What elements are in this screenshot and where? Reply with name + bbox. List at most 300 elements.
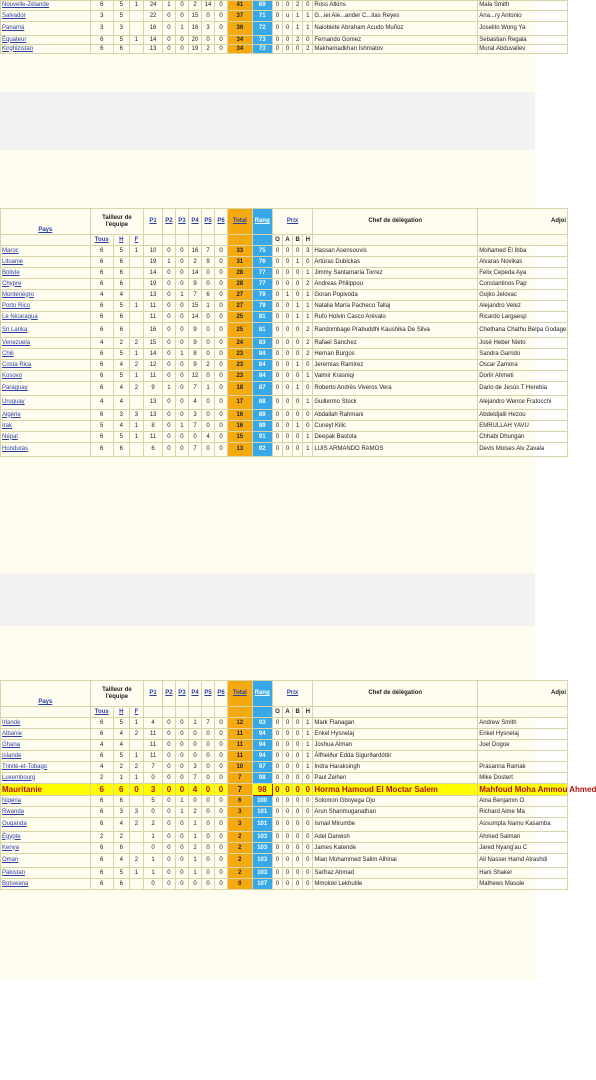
country-link[interactable]: Islande: [1, 751, 91, 762]
table-row: [1, 246, 568, 257]
table-cell: 0: [175, 279, 188, 290]
table-cell: 0: [175, 360, 188, 371]
table-cell: 0: [215, 360, 228, 371]
table-cell: 0: [215, 371, 228, 382]
prize-cell: 0: [303, 784, 313, 796]
table-row: [1, 879, 568, 890]
country-link[interactable]: Rwanda: [1, 807, 91, 818]
country-link[interactable]: Pakistan: [1, 868, 91, 879]
table-cell: [129, 268, 143, 279]
table-cell: 4: [113, 818, 129, 832]
table-cell: 0: [188, 729, 201, 740]
table-cell: 0: [162, 338, 175, 349]
table-cell: 0: [202, 796, 215, 807]
prize-cell: 0: [283, 36, 293, 45]
table-row: [1, 360, 568, 371]
prize-cell: 0: [272, 784, 282, 796]
table-cell: 0: [202, 396, 215, 410]
table-cell: 5: [113, 1, 129, 11]
table-cell: 0: [162, 432, 175, 443]
table-cell: 6: [90, 323, 113, 338]
header-p6: P6: [215, 681, 228, 707]
adjoint-cell: Richard Aime Ma: [478, 807, 568, 818]
table-cell: 1: [175, 796, 188, 807]
rank-cell: 101: [252, 807, 272, 818]
prize-cell: 1: [303, 762, 313, 773]
country-link[interactable]: Lituanie: [1, 257, 91, 268]
adjoint-cell: Alvaras Novikas: [478, 257, 568, 268]
prize-cell: 0: [282, 360, 292, 371]
table-cell: 7: [202, 246, 215, 257]
country-link[interactable]: Égypte: [1, 832, 91, 843]
table-cell: [129, 290, 143, 301]
country-link[interactable]: Nouvelle-Zélande: [1, 1, 91, 11]
table-cell: 0: [175, 843, 188, 854]
table-cell: [129, 740, 143, 751]
table-header-row: [1, 209, 568, 235]
table-row: [1, 729, 568, 740]
table-cell: 5: [113, 301, 129, 312]
table-cell: 0: [215, 740, 228, 751]
rank-cell: 84: [252, 349, 272, 360]
table-cell: 11: [144, 432, 163, 443]
prize-cell: 0: [293, 807, 303, 818]
country-link[interactable]: Chypre: [1, 279, 91, 290]
prize-cell: 1: [303, 312, 313, 323]
table-cell: [129, 796, 143, 807]
rank-cell: 73: [252, 45, 272, 54]
header-prix-a: A: [282, 707, 292, 718]
table-row-highlighted: [1, 784, 568, 796]
table-cell: 0: [202, 807, 215, 818]
table-cell: 7: [188, 382, 201, 396]
header-tous: Tous: [90, 707, 113, 718]
chef-cell: Indra Haraksingh: [313, 762, 478, 773]
prize-cell: 1: [303, 740, 313, 751]
table-cell: 3: [113, 410, 129, 421]
table-cell: 14: [144, 268, 163, 279]
total-cell: 16: [228, 410, 253, 421]
table-cell: 0: [175, 740, 188, 751]
chef-cell: Rafael Sanchez: [313, 338, 478, 349]
table-row: [1, 832, 568, 843]
table-cell: 12: [188, 371, 201, 382]
table-cell: 6: [90, 45, 113, 54]
table-cell: 0: [162, 349, 175, 360]
table-cell: [129, 11, 143, 22]
prize-cell: 0: [293, 45, 303, 54]
prize-cell: 0: [282, 279, 292, 290]
table-cell: [129, 323, 143, 338]
table-cell: 15: [188, 301, 201, 312]
chef-cell: Álfheiður Edda Sigurðardóttir: [313, 751, 478, 762]
table-cell: 6: [90, 36, 113, 45]
adjoint-cell: EMRULLAH YAVU: [478, 421, 568, 432]
table-cell: 0: [188, 740, 201, 751]
total-cell: 31: [228, 257, 253, 268]
table-row: [1, 843, 568, 854]
header-tailleur: Tailleur de l'équipe: [90, 681, 144, 707]
total-cell: 25: [228, 312, 253, 323]
table-cell: 6: [90, 843, 113, 854]
table-cell: 4: [113, 382, 129, 396]
country-link[interactable]: Monténégro: [1, 290, 91, 301]
table-cell: 0: [175, 879, 188, 890]
country-link[interactable]: Uruguay: [1, 396, 91, 410]
adjoint-cell: Joselito Wong Ya: [478, 22, 568, 36]
header-p3: P3: [175, 209, 188, 235]
rank-cell: 89: [252, 421, 272, 432]
table-cell: [129, 832, 143, 843]
total-cell: 16: [228, 421, 253, 432]
table-cell: 14: [144, 349, 163, 360]
total-cell: 27: [228, 290, 253, 301]
country-link[interactable]: Paraguay: [1, 382, 91, 396]
table-row: [1, 796, 568, 807]
prize-cell: 0: [293, 854, 303, 868]
table-row: [1, 818, 568, 832]
prize-cell: 0: [272, 807, 282, 818]
prize-cell: 0: [293, 279, 303, 290]
adjoint-cell: Joel Dogoe: [478, 740, 568, 751]
prize-cell: 0: [272, 443, 282, 457]
header-p6: P6: [215, 209, 228, 235]
table-cell: 6: [90, 312, 113, 323]
table-cell: 1: [129, 773, 143, 784]
country-link[interactable]: Irlande: [1, 718, 91, 729]
table-cell: 1: [175, 349, 188, 360]
table-cell: 0: [215, 762, 228, 773]
adjoint-cell: Chhabi Dhungan: [478, 432, 568, 443]
rank-cell: 103: [252, 854, 272, 868]
table-cell: 1: [129, 432, 143, 443]
table-cell: 2: [129, 382, 143, 396]
total-cell: 11: [228, 740, 253, 751]
adjoint-cell: Enkel Hysnelaj: [478, 729, 568, 740]
country-link[interactable]: Ouganda: [1, 818, 91, 832]
table-cell: 4: [90, 762, 113, 773]
prize-cell: 2: [293, 1, 303, 11]
table-cell: 0: [215, 301, 228, 312]
country-link[interactable]: Équateur: [1, 36, 91, 45]
header-pays: Pays: [1, 209, 91, 235]
total-cell: 25: [228, 323, 253, 338]
country-link[interactable]: Népal: [1, 432, 91, 443]
country-link[interactable]: Trinité-et-Tobago: [1, 762, 91, 773]
country-link[interactable]: Oman: [1, 854, 91, 868]
table-cell: 0: [215, 45, 228, 54]
prize-cell: 0: [293, 784, 303, 796]
table-cell: [129, 22, 143, 36]
header-blank: [175, 235, 188, 246]
prize-cell: 0: [272, 773, 282, 784]
results-table-1: [0, 0, 568, 54]
prize-cell: 1: [293, 382, 303, 396]
table-cell: 0: [215, 879, 228, 890]
prize-cell: 1: [303, 301, 313, 312]
table-cell: 6: [90, 443, 113, 457]
country-link[interactable]: Luxembourg: [1, 773, 91, 784]
table-cell: 6: [90, 751, 113, 762]
table-row: [1, 301, 568, 312]
table-cell: 9: [144, 382, 163, 396]
table-cell: 10: [144, 246, 163, 257]
table-cell: 0: [215, 868, 228, 879]
country-link[interactable]: Kosovo: [1, 371, 91, 382]
table-cell: 19: [144, 257, 163, 268]
table-cell: 0: [162, 843, 175, 854]
total-cell: 12: [228, 718, 253, 729]
country-link[interactable]: Porto Rico: [1, 301, 91, 312]
prize-cell: 0: [293, 729, 303, 740]
chef-cell: Mmoloki Lekhutile: [313, 879, 478, 890]
prize-cell: 0: [272, 879, 282, 890]
country-link[interactable]: Albanie: [1, 729, 91, 740]
adjoint-cell: Ali Nasser Hamd Alrashdi: [478, 854, 568, 868]
table-cell: 11: [144, 751, 163, 762]
country-link[interactable]: Panamá: [1, 22, 91, 36]
header-prix-b: B: [293, 235, 303, 246]
country-link[interactable]: Botswana: [1, 879, 91, 890]
table-cell: 0: [162, 371, 175, 382]
table-cell: 1: [129, 246, 143, 257]
country-link[interactable]: Salvador: [1, 11, 91, 22]
adjoint-cell: Devis Moises Alv Zavala: [478, 443, 568, 457]
table-cell: 0: [215, 338, 228, 349]
header-pays: Pays: [1, 681, 91, 707]
table-cell: 13: [144, 45, 163, 54]
table-cell: 0: [215, 729, 228, 740]
country-link[interactable]: Ghana: [1, 740, 91, 751]
prize-cell: 0: [283, 1, 293, 11]
table-cell: 0: [162, 879, 175, 890]
table-cell: 0: [202, 854, 215, 868]
adjoint-cell: Mohamed El Ibba: [478, 246, 568, 257]
rank-cell: 79: [252, 301, 272, 312]
chef-cell: Fernando Gomez: [313, 36, 478, 45]
table-cell: [129, 312, 143, 323]
table-cell: 6: [113, 257, 129, 268]
table-cell: 1: [129, 718, 143, 729]
table-cell: 4: [90, 338, 113, 349]
table-cell: 0: [175, 312, 188, 323]
prize-cell: 0: [282, 718, 292, 729]
table-cell: 0: [188, 432, 201, 443]
table-cell: 6: [113, 323, 129, 338]
rank-cell: 77: [252, 279, 272, 290]
prize-cell: 0: [282, 843, 292, 854]
country-link[interactable]: Irak: [1, 421, 91, 432]
table-cell: 1: [175, 807, 188, 818]
prize-cell: 0: [282, 854, 292, 868]
prize-cell: 0: [282, 818, 292, 832]
country-link[interactable]: Le Nicaragua: [1, 312, 91, 323]
table-cell: 4: [90, 290, 113, 301]
table-cell: [129, 257, 143, 268]
chef-cell: Deepak Bastola: [313, 432, 478, 443]
prize-cell: 0: [272, 421, 282, 432]
country-link[interactable]: Kenya: [1, 843, 91, 854]
total-cell: 17: [228, 396, 253, 410]
table-row: [1, 290, 568, 301]
adjoint-cell: Alejandro Wence Fratocchi: [478, 396, 568, 410]
header-blank: [228, 235, 253, 246]
prize-cell: 0: [293, 410, 303, 421]
table-cell: 0: [215, 290, 228, 301]
total-cell: 0: [228, 879, 253, 890]
prize-cell: 0: [293, 762, 303, 773]
table-cell: [129, 45, 143, 54]
table-cell: 4: [113, 396, 129, 410]
table-cell: 0: [162, 784, 175, 796]
prize-cell: 0: [282, 268, 292, 279]
table-cell: 0: [162, 22, 175, 36]
table-cell: 6: [90, 268, 113, 279]
table-row: [1, 762, 568, 773]
table-cell: 1: [188, 854, 201, 868]
total-cell: 2: [228, 854, 253, 868]
prize-cell: 0: [293, 290, 303, 301]
header-blank: [202, 235, 215, 246]
total-cell: 36: [228, 22, 253, 36]
table-cell: 1: [162, 257, 175, 268]
table-subheader-row: [1, 707, 568, 718]
table-cell: 9: [188, 323, 201, 338]
header-blank: [188, 235, 201, 246]
table-cell: 1: [188, 868, 201, 879]
table-row: [1, 807, 568, 818]
prize-cell: 0: [293, 740, 303, 751]
country-link[interactable]: Chili: [1, 349, 91, 360]
table-cell: 0: [175, 323, 188, 338]
prize-cell: 0: [272, 762, 282, 773]
prize-cell: 0: [272, 301, 282, 312]
table-cell: 0: [175, 257, 188, 268]
chef-cell: Natalia María Pacheco Tallaj: [313, 301, 478, 312]
table-row: [1, 382, 568, 396]
header-blank: [188, 707, 201, 718]
prize-cell: 0: [272, 382, 282, 396]
total-cell: 2: [228, 868, 253, 879]
prize-cell: 0: [282, 312, 292, 323]
country-link[interactable]: Costa Rica: [1, 360, 91, 371]
prize-cell: 0: [293, 843, 303, 854]
table-cell: 5: [90, 421, 113, 432]
table-cell: 1: [144, 854, 163, 868]
table-cell: 16: [188, 246, 201, 257]
country-link[interactable]: Nigéria: [1, 796, 91, 807]
chef-cell: Enkel Hysnelaj: [313, 729, 478, 740]
table-cell: 16: [189, 22, 202, 36]
adjoint-cell: Ana...ry Antonio: [478, 11, 568, 22]
table-cell: 2: [90, 832, 113, 843]
prize-cell: 0: [293, 432, 303, 443]
table-cell: 2: [188, 807, 201, 818]
table-cell: 14: [188, 312, 201, 323]
table-cell: 2: [129, 360, 143, 371]
prize-cell: 0: [303, 382, 313, 396]
country-link[interactable]: Sri Lanka: [1, 323, 91, 338]
country-link[interactable]: Maroc: [1, 246, 91, 257]
total-cell: 23: [228, 360, 253, 371]
table-cell: 6: [202, 290, 215, 301]
rank-cell: 87: [252, 382, 272, 396]
table-cell: 2: [189, 1, 202, 11]
table-row: [1, 36, 568, 45]
table-cell: 0: [175, 36, 188, 45]
adjoint-cell: Andrew Smith: [478, 718, 568, 729]
rank-cell: 76: [252, 257, 272, 268]
table-cell: 6: [113, 279, 129, 290]
table-cell: 4: [188, 784, 201, 796]
table-cell: [129, 879, 143, 890]
table-row: [1, 257, 568, 268]
prize-cell: 0: [303, 773, 313, 784]
prize-cell: 1: [303, 729, 313, 740]
table-cell: 1: [129, 36, 143, 45]
rank-cell: 81: [252, 323, 272, 338]
country-link[interactable]: Mauritanie: [1, 784, 91, 796]
table-row: [1, 410, 568, 421]
table-cell: 0: [175, 773, 188, 784]
table-cell: 0: [215, 257, 228, 268]
header-p5: P5: [202, 209, 215, 235]
table-cell: 0: [162, 796, 175, 807]
adjoint-cell: Assumpta Namu Kasamba: [478, 818, 568, 832]
total-cell: 41: [228, 1, 253, 11]
table-cell: 6: [90, 382, 113, 396]
prize-cell: 0: [272, 11, 282, 22]
prize-cell: 0: [293, 868, 303, 879]
country-link[interactable]: Honduras: [1, 443, 91, 457]
country-link[interactable]: Kirghizistan: [1, 45, 91, 54]
prize-cell: 1: [293, 360, 303, 371]
table-cell: 6: [113, 796, 129, 807]
prize-cell: 0: [272, 36, 282, 45]
table-cell: 5: [113, 36, 129, 45]
table-cell: 24: [144, 1, 163, 11]
prize-cell: 0: [282, 421, 292, 432]
table-row: [1, 371, 568, 382]
prize-cell: 0: [272, 290, 282, 301]
table-cell: 0: [175, 854, 188, 868]
header-h: H: [113, 707, 129, 718]
country-link[interactable]: Bolivie: [1, 268, 91, 279]
adjoint-cell: Mike Dostert: [478, 773, 568, 784]
table-cell: 0: [175, 268, 188, 279]
chef-cell: Ross Atkins: [313, 1, 478, 11]
header-prix-h: H: [303, 235, 313, 246]
table-cell: 6: [90, 854, 113, 868]
total-cell: 34: [228, 36, 253, 45]
prize-cell: 0: [282, 773, 292, 784]
table-cell: 2: [113, 832, 129, 843]
table-row: [1, 868, 568, 879]
table-cell: 6: [90, 784, 113, 796]
prize-cell: 0: [272, 257, 282, 268]
results-page-3: [0, 626, 596, 980]
table-cell: 0: [202, 349, 215, 360]
prize-cell: 0: [282, 729, 292, 740]
prize-cell: 0: [282, 740, 292, 751]
rank-cell: 98: [252, 784, 272, 796]
header-blank: [1, 235, 91, 246]
country-link[interactable]: Algérie: [1, 410, 91, 421]
table-cell: 11: [144, 371, 163, 382]
country-link[interactable]: Venezuela: [1, 338, 91, 349]
table-row: [1, 854, 568, 868]
table-cell: 0: [215, 312, 228, 323]
